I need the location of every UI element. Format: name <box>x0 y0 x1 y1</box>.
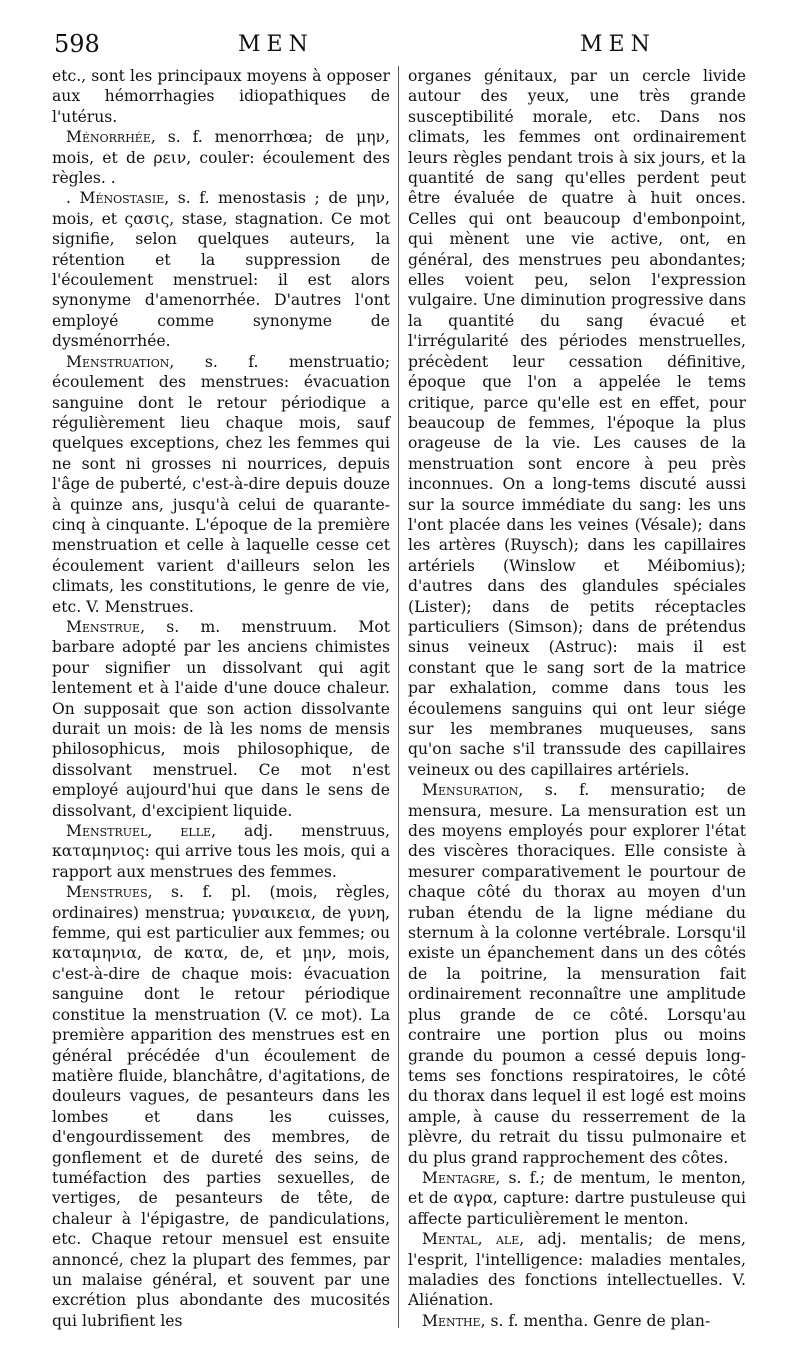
entry-body: , s. f. menostasis ; de μην, mois, et ςασις, stase, stagnation. Ce mot signifie, selon quelques auteurs, la rétention et la suppression de l'écoulement menstruel: il est alors synonyme d'amenorrhée. D'autres l'ont employé comme synonyme de dysménorrhée. <box>52 189 390 351</box>
dictionary-entry <box>408 1311 746 1331</box>
running-head-left: MEN <box>238 32 314 57</box>
dictionary-entry <box>52 127 390 188</box>
entry-headword: Mental, ale <box>422 1230 520 1249</box>
page-header <box>52 28 760 66</box>
entry-body: , adj. mentalis; de mens, l'esprit, l'intelligence: maladies mentales, maladies des fonctions intellectuelles. V. Aliénation. <box>408 1230 746 1310</box>
entry-body: , s. f. menstruatio; écoulement des menstrues: évacuation sanguine dont le retour périodique a régulièrement lieu chaque mois, sauf quelques exceptions, chez les femmes qui ne sont ni grosses ni nourrices, depuis l'âge de puberté, c'est-à-dire depuis douze à quinze ans, jusqu'à celui de quarante-cinq à cinquante. L'époque de la première menstruation et celle à laquelle cesse cet écoulement varient d'ailleurs selon les climats, les constitutions, le genre de vie, etc. V. Menstrues. <box>52 352 390 616</box>
entry-headword: Ménorrhée <box>66 128 151 147</box>
page-number: 598 <box>54 30 100 58</box>
running-head-right: MEN <box>580 32 656 57</box>
entry-body: , s. m. menstruum. Mot barbare adopté par les anciens chimistes pour signifier un dissolvant qui agit lentement et à l'aide d'une douce chaleur. On supposait que son action dissolvante durait un mois: de là les noms de mensis philosophicus, mois philosophique, de dissolvant menstruel. Ce mot n'est employé aujourd'hui que dans le sens de dissolvant, d'excipient liquide. <box>52 617 390 820</box>
dictionary-entry <box>52 617 390 821</box>
entry-headword: Menstrues <box>66 883 148 902</box>
dictionary-entry <box>52 821 390 882</box>
continuation-text: organes génitaux, par un cercle livide autour des yeux, une très grande susceptibilité morale, etc. Dans nos climats, les femmes ont ordinairement leurs règles pendant trois à six jours, et la quantité de sang qu'elles perdent peut être évaluée de quatre à huit onces. Celles qui ont beaucoup d'embonpoint, qui mènent une vie active, ont, en général, des menstrues peu abondantes; elles voient peu, selon l'expression vulgaire. Une diminution progressive dans la quantité du sang évacué et l'irrégularité des périodes menstruelles, précèdent leur cessation définitive, époque que l'on a appelée le tems critique, parce qu'elle est en effet, pour beaucoup de femmes, l'époque la plus orageuse de la vie. Les causes de la menstruation sont encore à peu près inconnues. On a long-tems discuté aussi sur la source immédiate du sang: les uns l'ont placée dans les veines (Vésale); dans les artères (Ruysch); dans les capillaires artériels (Winslow et Méibomius); d'autres dans des glandules spéciales (Lister); dans de petits réceptacles particuliers (Simson); dans de prétendus sinus veineux (Astruc): mais il est constant que le sang sort de la matrice par exhalation, comme dans tous les écoulemens sanguins qui ont leur siége sur les membranes muqueuses, sans qu'on sache s'il transsude des capillaires veineux ou des capillaires artériels. <box>408 67 746 779</box>
entry-body: , s. f. pl. (mois, règles, ordinaires) menstrua; γυναικεια, de γυνη, femme, qui est particulier aux femmes; ou καταμηνια, de κατα, de, et μην, mois, c'est-à-dire de chaque mois: évacuation sanguine dont le retour périodique constitue la menstruation (V. ce mot). La première apparition des menstrues est en général précédée d'un écoulement de matière fluide, blanchâtre, d'agitations, de douleurs vagues, de pesanteurs dans les lombes et dans les cuisses, d'engourdissement des membres, de gonflement et de dureté des seins, de tuméfaction des parties sexuelles, de vertiges, de pesanteurs de tête, de chaleur à l'épigastre, de pandiculations, etc. Chaque retour mensuel est ensuite annoncé, chez la plupart des femmes, par un malaise général, et souvent par une excrétion plus abondante des mucosités qui lubrifient les <box>52 883 390 1330</box>
entry-body: , adj. menstruus, καταμηνιος: qui arrive tous les mois, qui a rapport aux menstrues des femmes. <box>52 822 390 881</box>
entry-headword: Menstrue <box>66 617 141 636</box>
dictionary-entry <box>52 882 390 1331</box>
dictionary-entry <box>52 188 390 351</box>
right-column <box>408 66 746 1331</box>
entry-body: , s. f. menorrhœa; de μην, mois, et de ρειν, couler: écoulement des règles. . <box>52 128 390 188</box>
entry-headword: Mentagre <box>422 1168 496 1187</box>
column-divider <box>398 66 399 1328</box>
entry-headword: Menstruation <box>66 352 170 371</box>
dictionary-entry <box>408 780 746 1168</box>
dictionary-entry <box>408 1168 746 1229</box>
entry-body: , s. f. mentha. Genre de plan- <box>480 1311 711 1330</box>
entry-headword: . Ménostasie <box>66 189 165 208</box>
entry-body: , s. f.; de mentum, le menton, et de αγρα, capture: dartre pustuleuse qui affecte particulièrement le menton. <box>408 1168 746 1228</box>
dictionary-entry <box>52 352 390 617</box>
entry-headword: Menstruel, elle <box>66 822 212 841</box>
dictionary-entry <box>408 1229 746 1311</box>
entry-body: , s. f. mensuratio; de mensura, mesure. La mensuration est un des moyens employés pour explorer l'état des viscères thoraciques. Elle consiste à mesurer comparativement le pourtour de chaque côté du thorax au moyen d'un ruban étendu de la ligne médiane du sternum à la colonne vertébrale. Lorsqu'il existe un épanchement dans un des côtés de la poitrine, la mensuration fait ordinairement reconnaître une amplitude plus grande de ce côté. Lorsqu'au contraire une portion plus ou moins grande du poumon a cessé depuis long-tems ses fonctions respiratoires, le côté du thorax dans lequel il est logé est moins ample, à cause du resserrement de la plèvre, du retrait du tissu pulmonaire et du plus grand rapprochement des côtes. <box>408 781 746 1167</box>
entry-headword: Menthe <box>422 1311 481 1330</box>
entry-headword: Mensuration <box>422 781 519 800</box>
continuation-text: etc., sont les principaux moyens à opposer aux hémorrhagies idiopathiques de l'utérus. <box>52 67 390 126</box>
left-column <box>52 66 390 1331</box>
